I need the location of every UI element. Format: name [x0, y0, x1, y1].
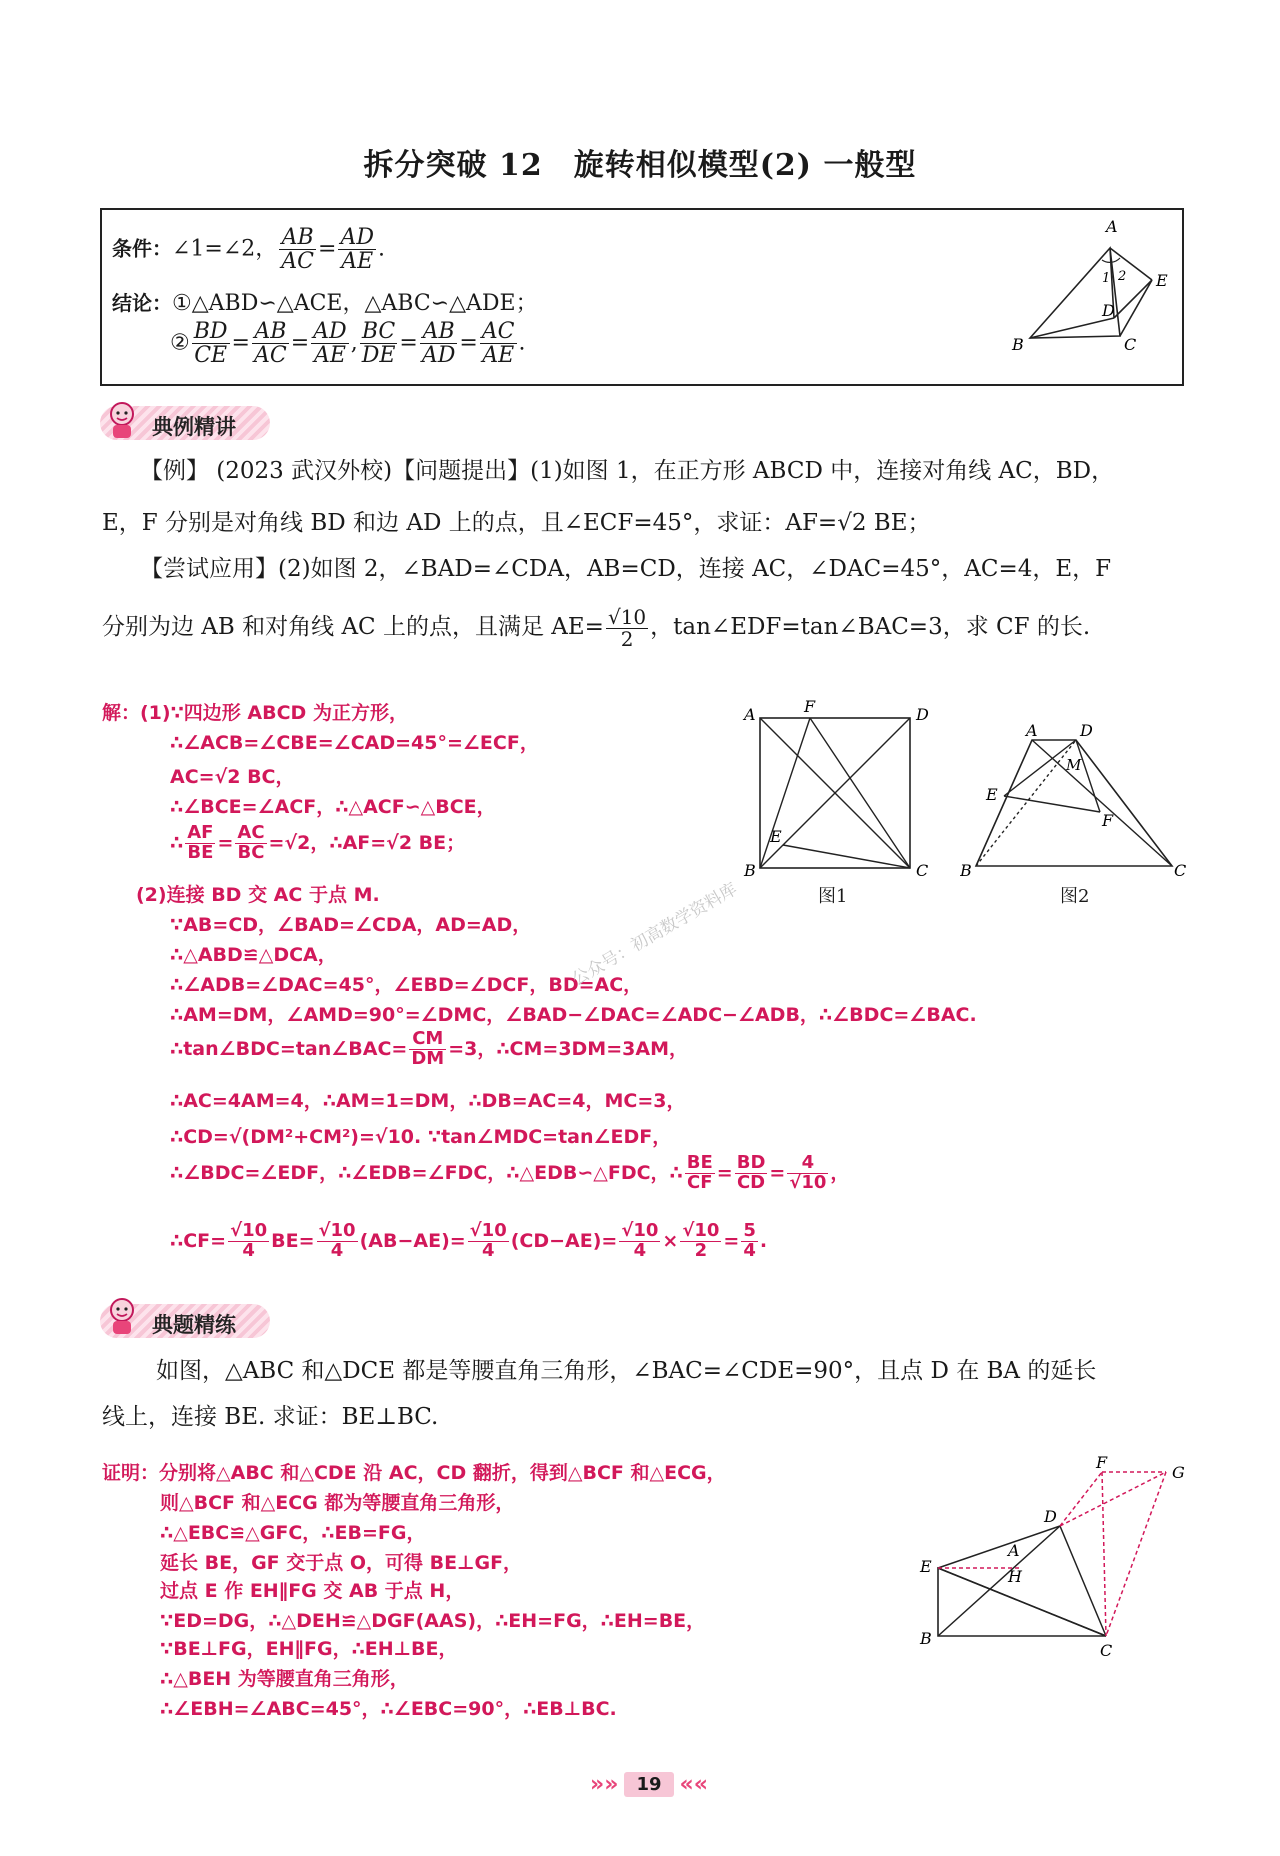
condition-label: 条件：: [112, 236, 172, 261]
ratio-fraction: $\frac{AB}{AC}$: [253, 319, 287, 369]
figure-label: M: [1066, 756, 1082, 774]
example-line-4: 分别为边 AB 和对角线 AC 上的点，且满足 AE= $\frac{√10}{2}$ ，tan∠EDF=tan∠BAC=3，求 CF 的长.: [102, 604, 1091, 651]
example-line-2: E，F 分别是对角线 BD 和边 AD 上的点，且∠ECF=45°，求证：AF=√2 BE；: [102, 510, 931, 536]
condition-angles: ∠1=∠2，: [172, 236, 278, 262]
solution-line: ∴∠BCE=∠ACF，∴△ACF∽△BCE，: [170, 796, 496, 818]
figure-label: C: [1124, 335, 1137, 354]
figure-label: 1: [1102, 271, 1111, 286]
exercise-line-2: 线上，连接 BE. 求证：BE⊥BC.: [102, 1404, 439, 1430]
arrow-right-icon: »»: [590, 1771, 619, 1797]
figure-label: C: [1174, 861, 1187, 880]
condition-fraction-1: $\frac{AB}{AC}$: [281, 225, 315, 275]
figure-2-trapezoid: [960, 716, 1190, 880]
proof-line: ∵ED=DG，∴△DEH≌△DGF(AAS)，∴EH=FG，∴EH=BE，: [160, 1610, 706, 1632]
figure-2-caption: 图2: [1060, 886, 1090, 907]
figure-3-proof: [916, 1452, 1196, 1670]
ratio-fraction: $\frac{AB}{AD}$: [421, 319, 456, 369]
ratio-fraction: $\frac{AD}{AE}$: [313, 319, 347, 369]
figure-label: D: [1080, 721, 1093, 740]
example-line-3: 【尝试应用】(2)如图 2，∠BAD=∠CDA，AB=CD，连接 AC，∠DAC=45°，AC=4，E，F: [140, 556, 1112, 582]
figure-label: A: [1008, 1541, 1020, 1560]
figure-label: E: [920, 1557, 932, 1576]
page-footer: [574, 1768, 724, 1800]
example-line-1: 【例】 (2023 武汉外校)【问题提出】(1)如图 1，在正方形 ABCD 中，连接对角线 AC，BD，: [140, 458, 1115, 484]
example-fraction: $\frac{√10}{2}$: [607, 604, 647, 651]
figure-label: E: [770, 827, 782, 846]
section-title-practice: 典题精练: [152, 1313, 236, 1337]
figure-1-square: [738, 700, 938, 880]
mascot-icon: [104, 1296, 140, 1336]
figure-label: B: [920, 1629, 932, 1648]
conclusion-line-2: ② $\frac{BD}{CE}$ = $\frac{AB}{AC}$ = $\frac{AD}{AE}$ , $\frac{BC}{DE}$ = $\frac{AB}{AD}$ = $\frac{AC}{AE}$ .: [170, 319, 526, 369]
solution-line: ∵AB=CD，∠BAD=∠CDA，AD=AD，: [170, 914, 532, 936]
exercise-line-1: 如图，△ABC 和△DCE 都是等腰直角三角形，∠BAC=∠CDE=90°，且点 D 在 BA 的延长: [156, 1358, 1097, 1384]
solution-line: 解：(1)∵四边形 ABCD 为正方形，: [102, 702, 408, 724]
proof-line: 证明：分别将△ABC 和△CDE 沿 AC，CD 翻折，得到△BCF 和△ECG，: [102, 1462, 726, 1484]
figure-label: C: [916, 861, 929, 880]
proof-line: ∴△BEH 为等腰直角三角形，: [160, 1668, 409, 1690]
figure-label: F: [804, 700, 816, 716]
solution-line: ∴∠BDC=∠EDF，∴∠EDB=∠FDC，∴△EDB∽△FDC，∴ $\frac{BE}{CF}$ = $\frac{BD}{CD}$ = $\frac{4}{√10}$ ，: [170, 1152, 850, 1193]
arrow-left-icon: ««: [679, 1771, 708, 1797]
figure-label: D: [1102, 301, 1115, 320]
figure-label: B: [744, 861, 756, 880]
model-figure: [1010, 218, 1180, 356]
proof-line: ∴∠EBH=∠ABC=45°，∴∠EBC=90°，∴EB⊥BC.: [160, 1698, 617, 1720]
solution-line: ∴AC=4AM=4，∴AM=1=DM，∴DB=AC=4，MC=3，: [170, 1090, 686, 1112]
condition-fraction-2: $\frac{AD}{AE}$: [340, 225, 374, 275]
figure-label: E: [986, 785, 998, 804]
section-title-examples: 典例精讲: [152, 415, 236, 439]
proof-line: 则△BCF 和△ECG 都为等腰直角三角形，: [160, 1492, 515, 1514]
figure-label: F: [1096, 1453, 1108, 1472]
conclusion-1: ①△ABD∽△ACE，△ABC∽△ADE；: [172, 291, 538, 316]
figure-label: E: [1156, 271, 1168, 290]
solution-line: ∴△ABD≌△DCA，: [170, 944, 337, 966]
solution-line: ∴∠ACB=∠CBE=∠CAD=45°=∠ECF，: [170, 732, 539, 754]
solution-line: (2)连接 BD 交 AC 于点 M.: [136, 884, 380, 906]
proof-line: ∴△EBC≌△GFC，∴EB=FG，: [160, 1522, 426, 1544]
page-title: 拆分突破 12 旋转相似模型(2) 一般型: [363, 148, 917, 183]
figure-label: G: [1172, 1463, 1185, 1482]
figure-label: D: [1044, 1507, 1057, 1526]
ratio-fraction: $\frac{BD}{CE}$: [193, 319, 228, 369]
proof-line: ∵BE⊥FG，EH∥FG，∴EH⊥BE，: [160, 1638, 458, 1660]
figure-1-caption: 图1: [818, 886, 848, 907]
mascot-icon: [104, 400, 140, 440]
solution-line: ∴∠ADB=∠DAC=45°，∠EBD=∠DCF，BD=AC，: [170, 974, 643, 996]
figure-label: A: [1106, 218, 1118, 236]
solution-line: ∴CF= $\frac{√10}{4}$ BE= $\frac{√10}{4}$ (AB−AE)= $\frac{√10}{4}$ (CD−AE)= $\frac{√10}{4}$ × $\frac{√10}{2}$ = $\frac{5}{4}$ .: [170, 1220, 768, 1261]
figure-label: C: [1100, 1641, 1113, 1660]
ratio-fraction: $\frac{BC}{DE}$: [361, 319, 396, 369]
figure-label: H: [1008, 1567, 1022, 1586]
ratio-fraction: $\frac{AC}{AE}$: [481, 319, 515, 369]
proof-line: 延长 BE，GF 交于点 O，可得 BE⊥GF，: [160, 1552, 523, 1574]
page-number: 19: [624, 1772, 673, 1797]
solution-line: AC=√2 BC，: [170, 766, 295, 788]
conclusion-line-1: [112, 286, 538, 317]
solution-line: ∴CD=√(DM²+CM²)=√10. ∵tan∠MDC=tan∠EDF，: [170, 1126, 672, 1148]
condition-line: 条件：∠1=∠2， $\frac{AB}{AC}$ = $\frac{AD}{AE}$ .: [112, 225, 385, 275]
solution-line: ∴tan∠BDC=tan∠BAC= $\frac{CM}{DM}$ =3，∴CM=3DM=3AM，: [170, 1028, 688, 1069]
conclusion-label: 结论：: [112, 291, 172, 315]
figure-label: B: [1012, 335, 1024, 354]
figure-label: F: [1102, 811, 1114, 830]
figure-label: A: [1026, 721, 1038, 740]
watermark: 公众号：初高数学资料库: [568, 879, 741, 991]
solution-line: ∴AM=DM，∠AMD=90°=∠DMC，∠BAD−∠DAC=∠ADC−∠ADB，∴∠BDC=∠BAC.: [170, 1004, 977, 1026]
figure-label: B: [960, 861, 972, 880]
figure-label: 2: [1118, 269, 1127, 284]
proof-line: 过点 E 作 EH∥FG 交 AB 于点 H，: [160, 1580, 465, 1602]
figure-label: D: [916, 705, 929, 724]
solution-line: ∴ $\frac{AF}{BE}$ = $\frac{AC}{BC}$ =√2，∴AF=√2 BE；: [170, 822, 466, 863]
figure-label: A: [744, 705, 756, 724]
